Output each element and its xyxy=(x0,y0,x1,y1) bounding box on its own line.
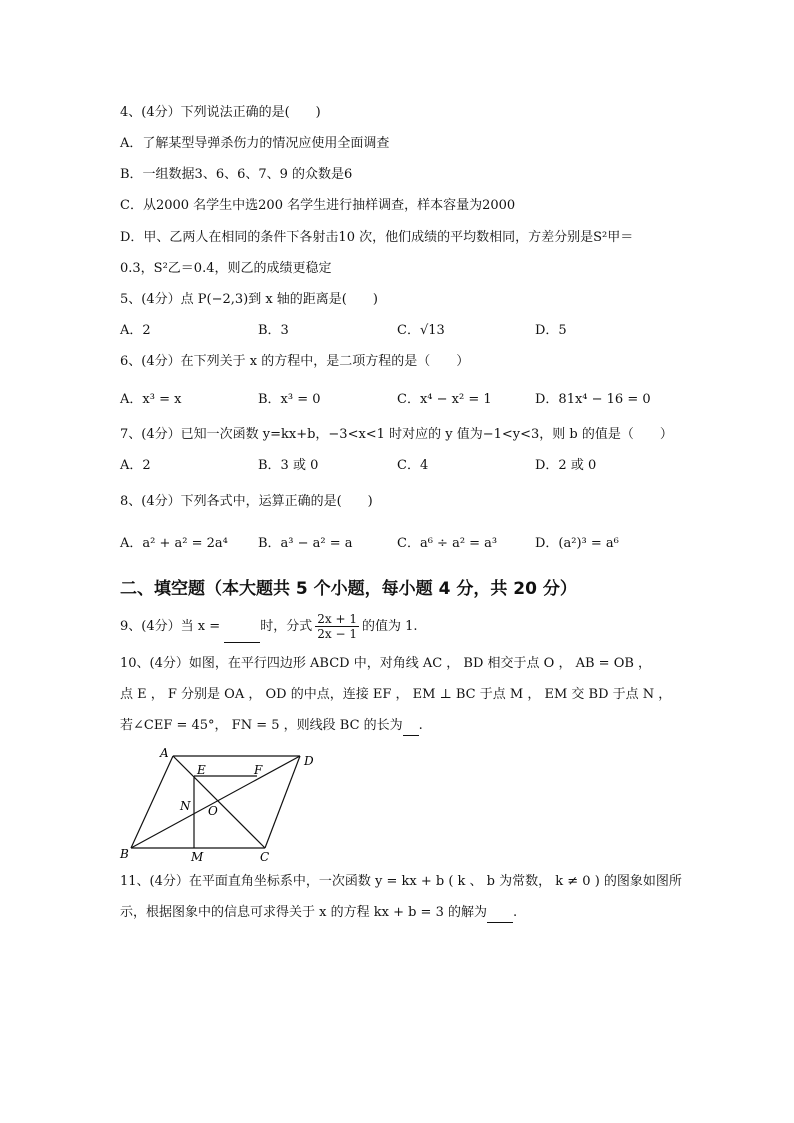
q6-stem: 6、(4分）在下列关于 x 的方程中，是二项方程的是（ ） xyxy=(120,354,470,369)
q4-option-a: A．了解某型导弹杀伤力的情况应使用全面调查 xyxy=(120,136,390,151)
q10-line1: 10、(4分）如图，在平行四边形 ABCD 中，对角线 AC ， BD 相交于点 O ， AB = OB ， xyxy=(120,656,652,671)
q5-stem: 5、(4分）点 P(−2,3)到 x 轴的距离是( ) xyxy=(120,292,378,307)
label-m: M xyxy=(191,850,204,864)
diagonal-bd xyxy=(131,756,300,848)
label-c: C xyxy=(260,850,270,864)
label-d: D xyxy=(304,754,314,768)
q11-line2 xyxy=(120,904,517,923)
q5-option-b: B．3 xyxy=(258,323,289,338)
q4-option-d-line1: D．甲、乙两人在相同的条件下各射击10 次，他们成绩的平均数相同，方差分别是S²甲＝ xyxy=(120,230,634,245)
segment-dc xyxy=(265,756,300,848)
q7-option-d: D．2 或 0 xyxy=(535,458,597,473)
q8-option-c: C．a⁶ ÷ a² = a³ xyxy=(397,536,498,551)
q7-option-a: A．2 xyxy=(120,458,151,473)
q4-stem: 4、(4分）下列说法正确的是( ) xyxy=(120,105,321,120)
label-f: F xyxy=(254,763,263,777)
q8-option-b: B．a³ − a² = a xyxy=(258,536,353,551)
q9-fraction xyxy=(315,612,359,641)
q9-text-before: 9、(4分）当 x = xyxy=(120,619,225,634)
q7-option-b: B．3 或 0 xyxy=(258,458,319,473)
label-a: A xyxy=(160,746,169,760)
q5-option-d: D．5 xyxy=(535,323,567,338)
q9-fraction-denominator: 2x − 1 xyxy=(317,627,357,641)
q9-text-after: 的值为 1. xyxy=(362,619,418,634)
q11-line2-end: . xyxy=(512,905,518,920)
q11-line2-text: 示，根据图象中的信息可求得关于 x 的方程 kx + b = 3 的解为 xyxy=(120,905,487,920)
section-heading-fill-in: 二、填空题（本大题共 5 个小题，每小题 4 分，共 20 分） xyxy=(120,579,577,599)
q9-text-middle: 时，分式 xyxy=(260,619,313,634)
q9-fraction-numerator: 2x + 1 xyxy=(317,612,357,626)
q6-option-c: C．x⁴ − x² = 1 xyxy=(397,392,492,407)
label-n: N xyxy=(180,799,191,813)
q9-line xyxy=(120,612,418,643)
parallelogram-figure xyxy=(114,744,324,864)
q4-option-c: C．从2000 名学生中选200 名学生进行抽样调查，样本容量为2000 xyxy=(120,198,516,213)
q8-stem: 8、(4分）下列各式中，运算正确的是( ) xyxy=(120,494,373,509)
q6-option-a: A．x³ = x xyxy=(120,392,182,407)
q9-answer-blank xyxy=(224,612,260,643)
q10-answer-blank xyxy=(403,717,419,736)
q10-line3 xyxy=(120,717,423,736)
q6-option-d: D．81x⁴ − 16 = 0 xyxy=(535,392,651,407)
q11-answer-blank xyxy=(487,904,513,923)
q4-option-b: B．一组数据3、6、6、7、9 的众数是6 xyxy=(120,167,353,182)
label-b: B xyxy=(120,847,129,861)
q8-option-d: D．(a²)³ = a⁶ xyxy=(535,536,619,551)
q5-option-c: C．√13 xyxy=(397,323,445,338)
label-e: E xyxy=(197,763,206,777)
q6-option-b: B．x³ = 0 xyxy=(258,392,321,407)
q10-line3-end: . xyxy=(418,718,423,733)
q11-line1: 11、(4分）在平面直角坐标系中，一次函数 y = kx + b ( k 、 b 为常数， k ≠ 0 ) 的图象如图所 xyxy=(120,874,682,889)
q5-option-a: A．2 xyxy=(120,323,151,338)
q10-line2: 点 E ， F 分别是 OA ， OD 的中点，连接 EF ， EM ⊥ BC 于点 M ， EM 交 BD 于点 N ， xyxy=(120,687,672,702)
segment-ba xyxy=(131,756,173,848)
q7-stem: 7、(4分）已知一次函数 y=kx+b，−3<x<1 时对应的 y 值为−1<y<3，则 b 的值是（ ） xyxy=(120,427,673,442)
label-o: O xyxy=(208,804,218,818)
q7-option-c: C．4 xyxy=(397,458,429,473)
q4-option-d-line2: 0.3，S²乙＝0.4，则乙的成绩更稳定 xyxy=(120,261,332,276)
q10-line3-text: 若∠CEF = 45°， FN = 5 ，则线段 BC 的长为 xyxy=(120,718,403,733)
q8-option-a: A．a² + a² = 2a⁴ xyxy=(120,536,228,551)
